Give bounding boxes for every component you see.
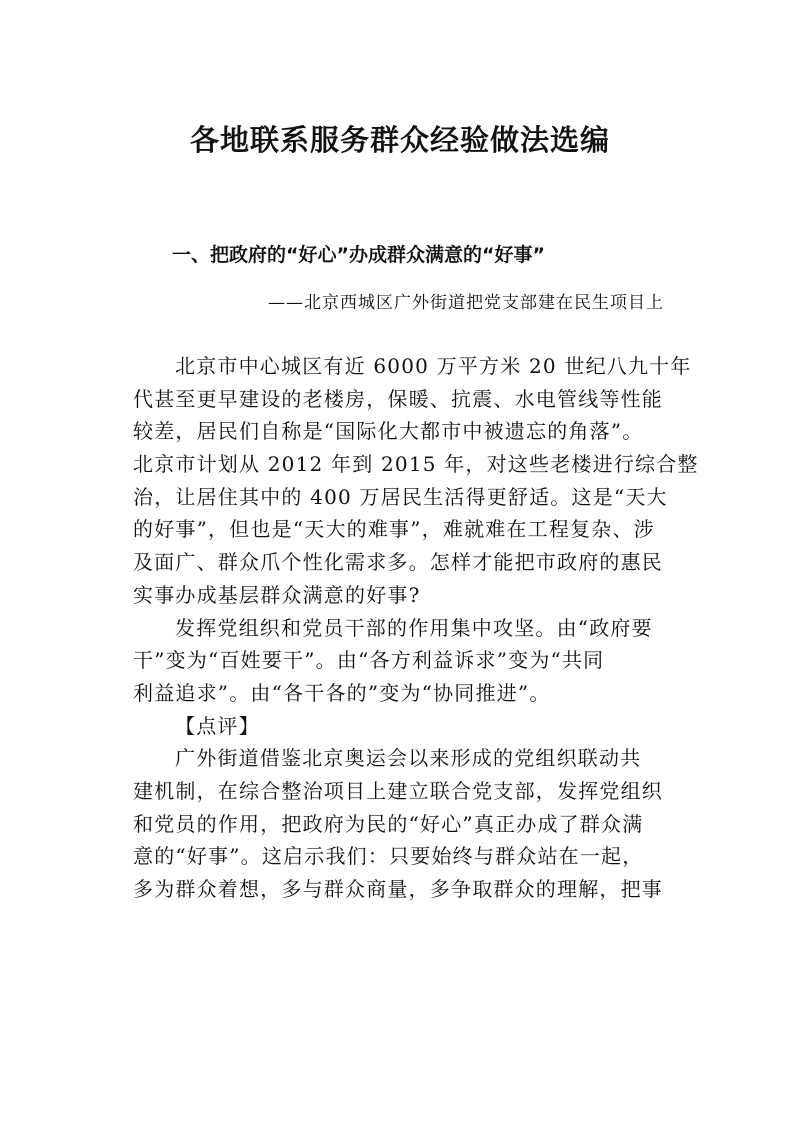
paragraph-line: 代甚至更早建设的老楼房，保暖、抗震、水电管线等性能: [133, 386, 663, 411]
paragraph-line: 利益追求”。由“各干各的”变为“协同推进”。: [133, 680, 551, 705]
paragraph-line: 的好事”，但也是“天大的难事”，难就难在工程复杂、涉: [133, 517, 655, 542]
paragraph-line: 和党员的作用，把政府为民的“好心”真正办成了群众满: [133, 811, 644, 836]
paragraph-line: 北京市计划从 2012 年到 2015 年，对这些老楼进行综合整: [133, 452, 699, 477]
section-heading: 一、把政府的“好心”办成群众满意的“好事”: [172, 244, 545, 266]
paragraph-line: 实事办成基层群众满意的好事?: [133, 582, 421, 607]
paragraph-line: 干”变为“百姓要干”。由“各方利益诉求”变为“共同: [133, 648, 605, 673]
paragraph-line: 意的“好事”。这启示我们：只要始终与群众站在一起，: [133, 844, 644, 869]
paragraph-line: 较差，居民们自称是“国际化大都市中被遗忘的角落”。: [133, 419, 644, 444]
page-title: 各地联系服务群众经验做法选编: [189, 123, 610, 157]
paragraph-line: 北京市中心城区有近 6000 万平方米 20 世纪八九十年: [175, 354, 692, 378]
comment-heading: 【点评】: [175, 713, 260, 738]
paragraph-line: 多为群众着想，多与群众商量，多争取群众的理解，把事: [133, 877, 663, 901]
paragraph-line: 建机制，在综合整治项目上建立联合党支部，发挥党组织: [133, 778, 663, 803]
paragraph-line: 广外街道借鉴北京奥运会以来形成的党组织联动共: [175, 746, 642, 771]
paragraph-line: 及面广、群众爪个性化需求多。怎样才能把市政府的惠民: [133, 550, 663, 575]
paragraph-line: 发挥党组织和党员干部的作用集中攻坚。由“政府要: [175, 615, 653, 640]
section-subtitle: ——北京西城区广外街道把党支部建在民生项目上: [268, 293, 664, 313]
paragraph-line: 治，让居住其中的 400 万居民生活得更舒适。这是“天大: [133, 484, 668, 509]
body-text: [133, 350, 699, 906]
